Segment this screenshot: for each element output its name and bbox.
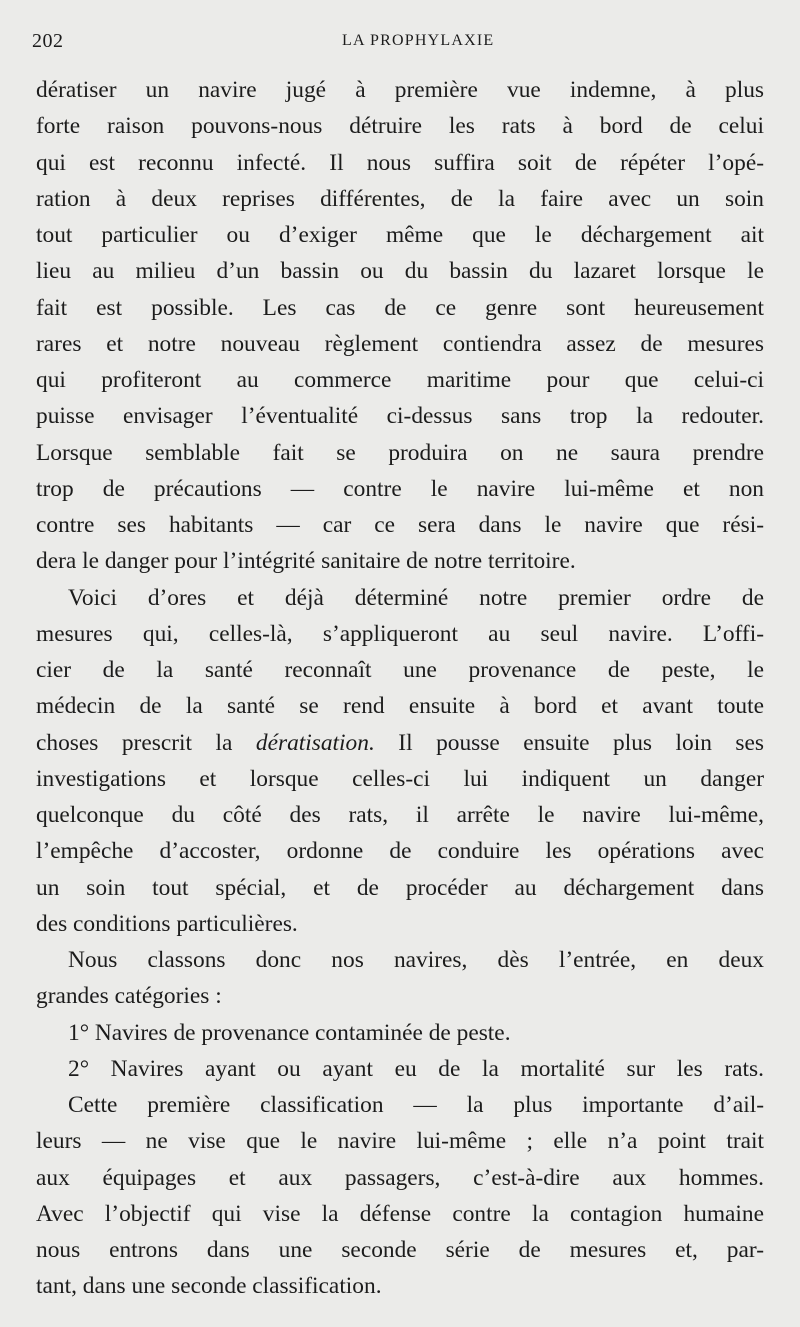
text-line: ration à deux reprises différentes, de la faire avec un soin (36, 185, 764, 212)
text-line: grandes catégories : (36, 983, 222, 1010)
text-line: nous entrons dans une seconde série de mesures et, par- (36, 1237, 764, 1263)
text-line: des conditions particulières. (36, 910, 298, 937)
text-line: trop de précautions — contre le navire lui-même et non (36, 475, 764, 502)
text-line: un soin tout spécial, et de procéder au déchargement dans (36, 874, 764, 901)
text-line: Lorsque semblable fait se produira on ne saura prendre (36, 439, 764, 466)
text-line: Nous classons donc nos navires, dès l’entrée, en deux (68, 947, 764, 973)
emphasis-deratisation: dératisation. (255, 729, 375, 756)
paragraph-4 (36, 1087, 764, 1305)
text-line: mesures qui, celles-là, s’appliqueront au seul navire. L’offi- (36, 620, 764, 647)
text-line: leurs — ne vise que le navire lui-même ; elle n’a point trait (36, 1128, 764, 1155)
text-line: qui profiteront au commerce maritime pour que celui-ci (36, 367, 764, 393)
text-line: tout particulier ou d’exiger même que le déchargement ait (36, 222, 764, 248)
text-run: choses prescrit la (36, 729, 256, 756)
text-run: Il pousse ensuite plus loin ses (374, 729, 764, 756)
category-list (36, 1015, 764, 1088)
text-line: dératiser un navire jugé à première vue indemne, à plus (36, 77, 764, 103)
text-line: fait est possible. Les cas de ce genre sont heureusement (36, 294, 764, 321)
list-item: 2° Navires ayant ou ayant eu de la mortalité sur les rats. (68, 1055, 764, 1082)
paragraph-3 (36, 942, 764, 1015)
text-line: quelconque du côté des rats, il arrête le navire lui-même, (36, 802, 764, 828)
page-number: 202 (32, 30, 64, 52)
paragraph-1 (36, 72, 764, 580)
running-head (32, 30, 762, 60)
text-line: lieu au milieu d’un bassin ou du bassin du lazaret lorsque le (36, 258, 764, 285)
text-line: tant, dans une seconde classification. (36, 1273, 382, 1300)
text-line (36, 725, 764, 761)
text-line: aux équipages et aux passagers, c’est-à-dire aux hommes. (36, 1164, 764, 1191)
text-line: puisse envisager l’éventualité ci-dessus sans trop la redouter. (36, 403, 764, 430)
text-line: Cette première classification — la plus importante d’ail- (68, 1092, 764, 1118)
list-item: 1° Navires de provenance contaminée de peste. (68, 1019, 511, 1046)
text-line: cier de la santé reconnaît une provenance de peste, le (36, 657, 764, 683)
text-line: rares et notre nouveau règlement contiendra assez de mesures (36, 330, 764, 357)
text-line: investigations et lorsque celles-ci lui indiquent un danger (36, 765, 764, 792)
text-line: forte raison pouvons-nous détruire les rats à bord de celui (36, 113, 764, 140)
text-line: l’empêche d’accoster, ordonne de conduire les opérations avec (36, 838, 764, 865)
running-title: LA PROPHYLAXIE (342, 32, 495, 49)
text-line: Voici d’ores et déjà déterminé notre premier ordre de (68, 584, 764, 611)
text-line: dera le danger pour l’intégrité sanitaire de notre territoire. (36, 548, 576, 575)
text-line: contre ses habitants — car ce sera dans le navire que rési- (36, 512, 764, 538)
text-line: Avec l’objectif qui vise la défense contre la contagion humaine (36, 1200, 764, 1227)
body-text (36, 72, 764, 1305)
text-line: qui est reconnu infecté. Il nous suffira soit de répéter l’opé- (36, 149, 764, 176)
text-line: médecin de la santé se rend ensuite à bord et avant toute (36, 693, 764, 720)
paragraph-2 (36, 580, 764, 943)
